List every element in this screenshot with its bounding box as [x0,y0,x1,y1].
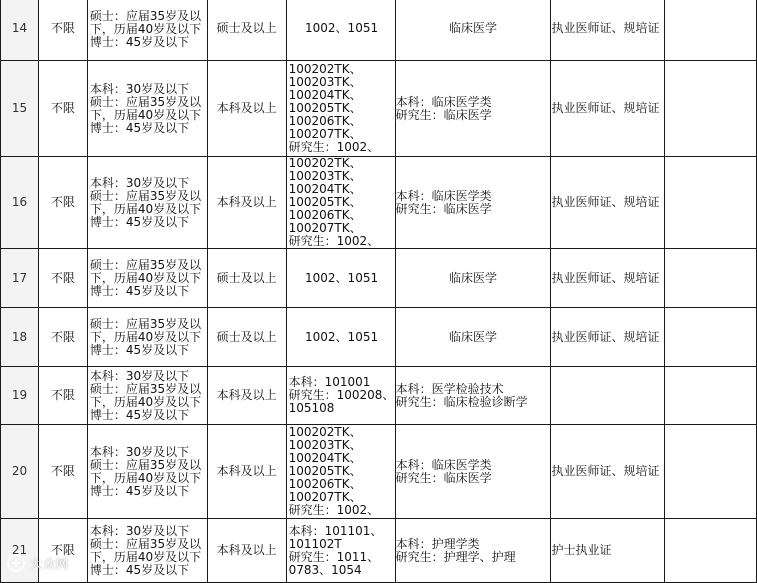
code-line: 100207TK、 [288,127,362,141]
cell-major-codes[interactable] [286,519,395,583]
certificate-text: 执业医师证、规培证 [551,270,660,285]
cell-age-requirement[interactable] [87,308,207,367]
major-names-text [396,459,551,485]
cell-certificate[interactable] [551,519,665,583]
age-line: 博士：45岁及以下 [89,34,190,49]
row-number: 15 [11,101,28,115]
major-codes-text [287,22,395,35]
unlimited-text: 不限 [50,329,75,344]
cell-major-codes[interactable] [286,157,395,249]
age-line: 下，历届40岁及以下 [89,471,202,485]
table-row [1,61,757,157]
age-line: 博士：45岁及以下 [89,408,190,422]
certificate-text: 执业医师证、规培证 [551,329,660,344]
row-number: 18 [11,329,28,344]
code-line: 1002、1051 [305,21,379,35]
age-requirement-text [88,82,207,135]
major-codes-text [287,331,395,344]
code-line: 0783、1054 [288,562,362,577]
code-line: 100203TK、 [288,169,362,183]
major-names-text [396,96,551,122]
cell-major-names[interactable] [395,367,551,425]
code-line: 100202TK、 [288,425,362,439]
row-number: 20 [11,464,28,478]
cell-certificate[interactable] [551,367,665,425]
major-names-text [396,22,551,35]
major-line: 研究生：临床医学 [395,201,492,216]
table-row [1,157,757,249]
major-names-text [396,538,551,564]
major-line: 临床医学 [449,329,498,344]
certificate-text: 执业医师证、规培证 [551,21,660,35]
major-line: 本科：医学检验技术 [395,381,504,396]
code-line: 100205TK、 [288,195,362,209]
major-line: 研究生：临床医学 [395,107,492,122]
row-header[interactable] [1,308,39,367]
cell-unlimited[interactable] [38,308,87,367]
cell-education[interactable] [207,0,286,61]
cell-unlimited[interactable] [38,249,87,308]
major-names-text [396,272,551,285]
cell-major-codes[interactable] [286,367,395,425]
row-header[interactable] [1,249,39,308]
cell-empty[interactable] [665,61,757,157]
code-line: 100202TK、 [288,62,362,76]
age-line: 博士：45岁及以下 [89,343,190,357]
major-line: 本科：临床医学类 [395,457,492,472]
age-line: 本科：30岁及以下 [89,82,190,96]
cell-certificate[interactable] [551,61,665,157]
code-line: 100204TK、 [288,451,362,465]
code-line: 研究生：1002、 [288,140,380,154]
row-header[interactable] [1,425,39,519]
cell-education[interactable] [207,61,286,157]
unlimited-text: 不限 [50,464,75,478]
major-codes-text [287,63,395,154]
education-text: 硕士及以上 [216,21,277,35]
certificate-text: 执业医师证、规培证 [551,464,660,478]
major-line: 研究生：临床医学 [395,470,492,485]
code-line: 1002、1051 [305,329,379,344]
code-line: 100203TK、 [288,75,362,89]
unlimited-text: 不限 [50,21,75,35]
watermark-logo-icon [6,553,26,573]
major-codes-text [287,376,395,415]
cell-certificate[interactable] [551,0,665,61]
code-line: 100202TK、 [288,156,362,170]
age-line: 硕士：应届35岁及以 [89,258,202,272]
age-line: 下，历届40岁及以下 [89,271,202,285]
code-line: 研究生：1002、 [288,234,380,248]
major-line: 研究生：临床检验诊断学 [395,394,528,409]
major-line: 临床医学 [449,21,498,35]
table-body [1,0,757,583]
certificate-text: 执业医师证、规培证 [551,195,660,209]
table-row [1,367,757,425]
code-line: 研究生：100208、 [288,388,395,402]
major-line: 研究生：护理学、护理 [395,549,516,564]
watermark-text: 大众网 [30,556,70,571]
cell-certificate[interactable] [551,425,665,519]
cell-empty[interactable] [665,367,757,425]
major-codes-text [287,272,395,285]
cell-empty[interactable] [665,0,757,61]
code-line: 100206TK、 [288,114,362,128]
cell-unlimited[interactable] [38,367,87,425]
age-requirement-text [88,369,207,422]
table-row [1,249,757,308]
cell-major-names[interactable] [395,308,551,367]
age-line: 硕士：应届35岁及以 [89,189,202,203]
cell-age-requirement[interactable] [87,367,207,425]
cell-major-names[interactable] [395,61,551,157]
age-line: 本科：30岁及以下 [89,445,190,459]
age-line: 下，历届40岁及以下 [89,550,202,564]
age-line: 下，历届40岁及以下 [89,202,202,216]
cell-age-requirement[interactable] [87,157,207,249]
cell-empty[interactable] [665,519,757,583]
age-line: 硕士：应届35岁及以 [89,382,202,396]
row-header[interactable] [1,0,39,61]
row-number: 19 [11,388,28,402]
cell-certificate[interactable] [551,249,665,308]
row-header[interactable] [1,157,39,249]
table-row [1,425,757,519]
major-line: 本科：护理学类 [395,536,480,551]
row-header[interactable] [1,61,39,157]
education-text: 硕士及以上 [216,270,277,285]
unlimited-text: 不限 [50,388,75,402]
major-names-text [396,190,551,216]
age-requirement-text [88,9,207,49]
cell-education[interactable] [207,249,286,308]
major-names-text [396,383,551,409]
age-line: 博士：45岁及以下 [89,563,190,577]
row-header[interactable] [1,367,39,425]
unlimited-text: 不限 [50,270,75,285]
age-line: 下，历届40岁及以下 [89,108,202,122]
age-line: 下，历届40岁及以下 [89,21,202,36]
cell-education[interactable] [207,519,286,583]
cell-major-codes[interactable] [286,308,395,367]
cell-major-names[interactable] [395,425,551,519]
cell-major-codes[interactable] [286,249,395,308]
cell-age-requirement[interactable] [87,425,207,519]
age-line: 博士：45岁及以下 [89,484,190,498]
age-line: 本科：30岁及以下 [89,369,190,383]
age-line: 下，历届40岁及以下 [89,330,202,344]
age-line: 下，历届40岁及以下 [89,395,202,409]
cell-age-requirement[interactable] [87,249,207,308]
cell-unlimited[interactable] [38,425,87,519]
cell-major-names[interactable] [395,519,551,583]
cell-major-codes[interactable] [286,61,395,157]
code-line: 100207TK、 [288,221,362,235]
cell-unlimited[interactable] [38,157,87,249]
cell-certificate[interactable] [551,308,665,367]
table-row [1,0,757,61]
education-text: 本科及以上 [216,388,277,402]
cell-major-names[interactable] [395,0,551,61]
age-line: 本科：30岁及以下 [89,524,190,538]
age-line: 硕士：应届35岁及以 [89,458,202,472]
age-requirement-text [88,258,207,298]
certificate-text: 护士执业证 [551,543,612,557]
cell-empty[interactable] [665,425,757,519]
code-line: 本科：101101、 [288,523,383,538]
row-number: 17 [11,270,28,285]
code-line: 100205TK、 [288,464,362,478]
cell-education[interactable] [207,367,286,425]
code-line: 100204TK、 [288,88,362,102]
age-requirement-text [88,317,207,357]
age-line: 硕士：应届35岁及以 [89,95,202,109]
age-line: 本科：30岁及以下 [89,176,190,190]
unlimited-text: 不限 [50,543,75,557]
unlimited-text: 不限 [50,101,75,115]
age-line: 硕士：应届35岁及以 [89,537,202,551]
cell-major-names[interactable] [395,249,551,308]
age-line: 博士：45岁及以下 [89,284,190,298]
education-text: 本科及以上 [216,195,277,209]
cell-major-codes[interactable] [286,425,395,519]
age-requirement-text [88,445,207,498]
cell-education[interactable] [207,308,286,367]
age-line: 硕士：应届35岁及以 [89,8,202,23]
code-line: 101102T [288,536,342,551]
cell-age-requirement[interactable] [87,0,207,61]
major-line: 临床医学 [449,270,498,285]
cell-empty[interactable] [665,157,757,249]
education-text: 本科及以上 [216,101,277,115]
code-line: 100203TK、 [288,438,362,452]
row-number: 21 [11,543,28,557]
education-text: 硕士及以上 [216,329,277,344]
cell-certificate[interactable] [551,157,665,249]
code-line: 100207TK、 [288,490,362,504]
cell-empty[interactable] [665,308,757,367]
cell-empty[interactable] [665,249,757,308]
cell-unlimited[interactable] [38,0,87,61]
code-line: 研究生：1002、 [288,503,380,517]
age-line: 硕士：应届35岁及以 [89,317,202,331]
watermark [6,553,69,573]
cell-age-requirement[interactable] [87,61,207,157]
age-line: 博士：45岁及以下 [89,215,190,229]
row-number: 16 [11,195,28,209]
code-line: 100204TK、 [288,182,362,196]
code-line: 100206TK、 [288,477,362,491]
code-line: 研究生：1011、 [288,549,380,564]
cell-education[interactable] [207,425,286,519]
cell-major-names[interactable] [395,157,551,249]
cell-unlimited[interactable] [38,61,87,157]
major-codes-text [287,426,395,517]
cell-age-requirement[interactable] [87,519,207,583]
major-line: 本科：临床医学类 [395,188,492,203]
row-number: 14 [11,21,28,35]
major-names-text [396,331,551,344]
major-line: 本科：临床医学类 [395,94,492,109]
age-requirement-text [88,524,207,577]
code-line: 本科：101001 [288,375,371,389]
unlimited-text: 不限 [50,195,75,209]
code-line: 1002、1051 [305,270,379,285]
education-text: 本科及以上 [216,543,277,557]
education-text: 本科及以上 [216,464,277,478]
certificate-text: 执业医师证、规培证 [551,101,660,115]
age-requirement-text [88,176,207,229]
table-row [1,308,757,367]
code-line: 100206TK、 [288,208,362,222]
table-row [1,519,757,583]
cell-major-codes[interactable] [286,0,395,61]
code-line: 105108 [288,401,335,415]
major-codes-text [287,525,395,577]
age-line: 博士：45岁及以下 [89,121,190,135]
major-codes-text [287,157,395,248]
cell-education[interactable] [207,157,286,249]
code-line: 100205TK、 [288,101,362,115]
